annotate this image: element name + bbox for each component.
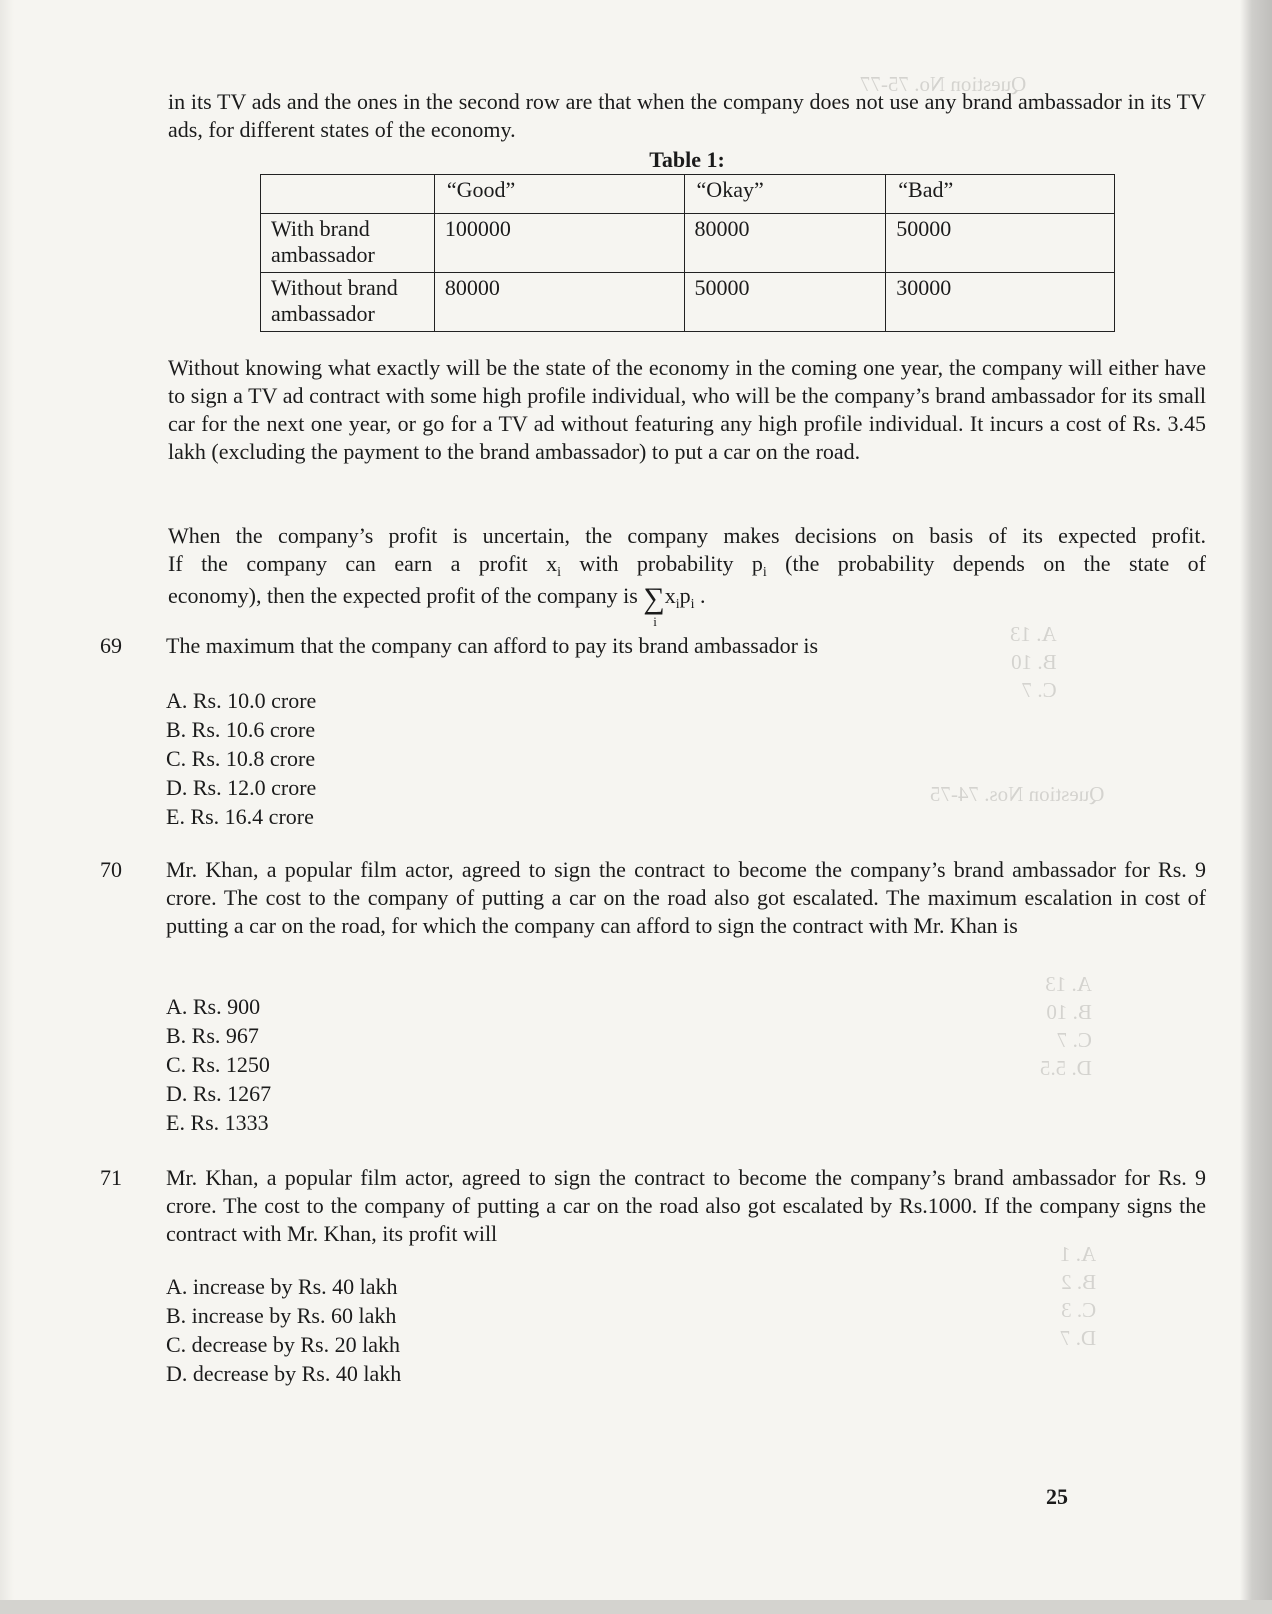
question-number: 69 [100, 633, 122, 658]
text-run: with probability p [560, 551, 763, 576]
question-text: The maximum that the company can afford to pay its brand ambassador is [166, 633, 819, 658]
table-row [261, 273, 1115, 332]
show-through-text: Question No. 75-77 [860, 72, 1027, 96]
table-cell: 50000 [886, 214, 1115, 273]
answer-options [166, 686, 316, 831]
summation-index: i [653, 614, 657, 629]
answer-option[interactable]: E. Rs. 16.4 crore [166, 804, 314, 829]
text-run: If the company can earn a profit x [168, 551, 558, 576]
answer-option[interactable]: B. increase by Rs. 60 lakh [166, 1303, 397, 1328]
show-through-text: A. 13 B. 10 C. 7 [1010, 622, 1057, 702]
table-cell: 30000 [886, 273, 1115, 332]
answer-option[interactable]: A. Rs. 10.0 crore [166, 688, 317, 713]
table-header-cell: “Okay” [684, 175, 886, 214]
text-run: (the probability depends on the state of [766, 551, 1207, 576]
answer-option[interactable]: C. Rs. 1250 [166, 1052, 270, 1077]
question-number: 70 [100, 857, 122, 882]
question-text: Mr. Khan, a popular film actor, agreed to sign the contract to become the company’s brand ambassador for Rs. 9 crore. The cost to the company of putting a car on the road also got escalated. The maximum escalation in cost of putting a car on the road, for which the company can afford to sign the contract with Mr. Khan is [166, 857, 1206, 938]
table-cell: 80000 [684, 214, 886, 273]
answer-option[interactable]: B. Rs. 10.6 crore [166, 717, 316, 742]
question-number: 71 [100, 1165, 122, 1190]
table-header-row [261, 175, 1115, 214]
formula-variable: x [664, 583, 676, 608]
answer-options [166, 992, 271, 1137]
question-text: Mr. Khan, a popular film actor, agreed to sign the contract to become the company’s brand ambassador for Rs. 9 crore. The cost to the company of putting a car on the road also got escalated by Rs.1000. If the company signs the contract with Mr. Khan, its profit will [166, 1165, 1206, 1246]
answer-options [166, 1272, 401, 1388]
table-cell: 50000 [684, 273, 886, 332]
expected-profit-line-1: When the company’s profit is uncertain, the company makes decisions on basis of its expected profit. [168, 523, 1206, 548]
answer-option[interactable]: B. Rs. 967 [166, 1023, 259, 1048]
answer-option[interactable]: D. decrease by Rs. 40 lakh [166, 1361, 402, 1386]
text-run: . [694, 583, 706, 608]
table-header-cell: “Good” [434, 175, 684, 214]
table-header-cell: “Bad” [886, 175, 1115, 214]
expected-profit-line-3 [168, 582, 1206, 629]
summation-symbol: ∑ [643, 582, 665, 615]
answer-option[interactable]: C. Rs. 10.8 crore [166, 746, 316, 771]
intro-paragraph: in its TV ads and the ones in the second row are that when the company does not use any brand ambassador in its TV ads, for different states of the economy. [168, 89, 1206, 142]
formula-variable: p [679, 583, 691, 608]
context-paragraph: Without knowing what exactly will be the state of the economy in the coming one year, the company will either have to sign a TV ad contract with some high profile individual, who will be the company’s brand ambassador for its small car for the next one year, or go for a TV ad without featuring any high profile individual. It incurs a cost of Rs. 3.45 lakh (excluding the payment to the brand ambassador) to put a car on the road. [168, 355, 1206, 464]
answer-option[interactable]: A. increase by Rs. 40 lakh [166, 1274, 398, 1299]
show-through-text: A. 13 B. 10 C. 7 D. 5.5 [1040, 972, 1092, 1080]
subscript: i [690, 597, 695, 612]
table-row [261, 214, 1115, 273]
answer-option[interactable]: D. Rs. 1267 [166, 1081, 272, 1106]
answer-option[interactable]: C. decrease by Rs. 20 lakh [166, 1332, 400, 1357]
answer-option[interactable]: D. Rs. 12.0 crore [166, 775, 317, 800]
show-through-text: A. 1 B. 2 C. 3 D. 7 [1060, 1242, 1097, 1350]
table-cell: 100000 [434, 214, 684, 273]
table-row-label: Without brand ambassador [261, 273, 435, 332]
profit-table [260, 174, 1115, 332]
table-cell: 80000 [434, 273, 684, 332]
answer-option[interactable]: E. Rs. 1333 [166, 1110, 269, 1135]
page-number: 25 [1046, 1484, 1068, 1509]
table-row-label: With brand ambassador [261, 214, 435, 273]
answer-option[interactable]: A. Rs. 900 [166, 994, 261, 1019]
subscript: i [762, 565, 767, 580]
show-through-text: Question Nos. 74-75 [930, 782, 1105, 806]
sum-formula [643, 582, 665, 629]
text-run: economy), then the expected profit of the company is [168, 583, 644, 608]
subscript: i [675, 597, 680, 612]
table-header-cell [261, 175, 435, 214]
table-title: Table 1: [649, 147, 725, 172]
subscript: i [557, 565, 561, 580]
